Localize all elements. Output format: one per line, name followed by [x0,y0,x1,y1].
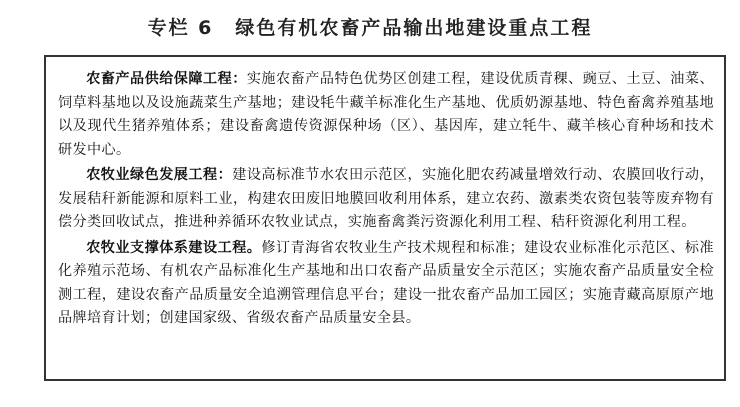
paragraph-title: 农牧业支撑体系建设工程。 [86,239,262,256]
column-header [0,12,740,44]
column-title: 绿色有机农畜产品输出地建设重点工程 [235,17,593,39]
paragraph-body: 建设高标准节水农田示范区，实施化肥农药减量增效行动、农膜回收行动，发展秸秆新能源和原料工业，构建农田废旧地膜回收利用体系，建立农药、激素类农资包装等废弃物有偿分类回收试点，推进种养循环农牧业试点，实施畜禽粪污资源化利用工程、秸秆资源化利用工程。 [58,167,714,230]
paragraph-support-system [58,237,714,331]
paragraph-green-development [58,164,714,235]
paragraph-title: 农牧业绿色发展工程： [86,167,233,183]
paragraph-supply-guarantee [58,68,714,162]
paragraph-body: 实施农畜产品特色优势区创建工程，建设优质青稞、豌豆、土豆、油菜、饲草料基地以及设施蔬菜生产基地；建设牦牛藏羊标准化生产基地、优质奶源基地、特色畜禽养殖基地以及现代生猪养殖体系；建设畜禽遗传资源保种场（区）、基因库，建立牦牛、藏羊核心育种场和技术研发中心。 [58,71,715,158]
paragraph-body: 修订青海省农牧业生产技术规程和标准；建设农业标准化示范区、标准化养殖示范场、有机农产品标准化生产基地和出口农畜产品质量安全示范区；实施农畜产品质量安全检测工程，建设农畜产品质量安全追溯管理信息平台；建设一批农畜产品加工园区；实施青藏高原原产地品牌培育计划；创建国家级、省级农畜产品质量安全县。 [58,239,714,326]
content-box [44,55,726,381]
column-label: 专栏 6 [147,17,214,39]
paragraph-title: 农畜产品供给保障工程： [86,71,247,87]
